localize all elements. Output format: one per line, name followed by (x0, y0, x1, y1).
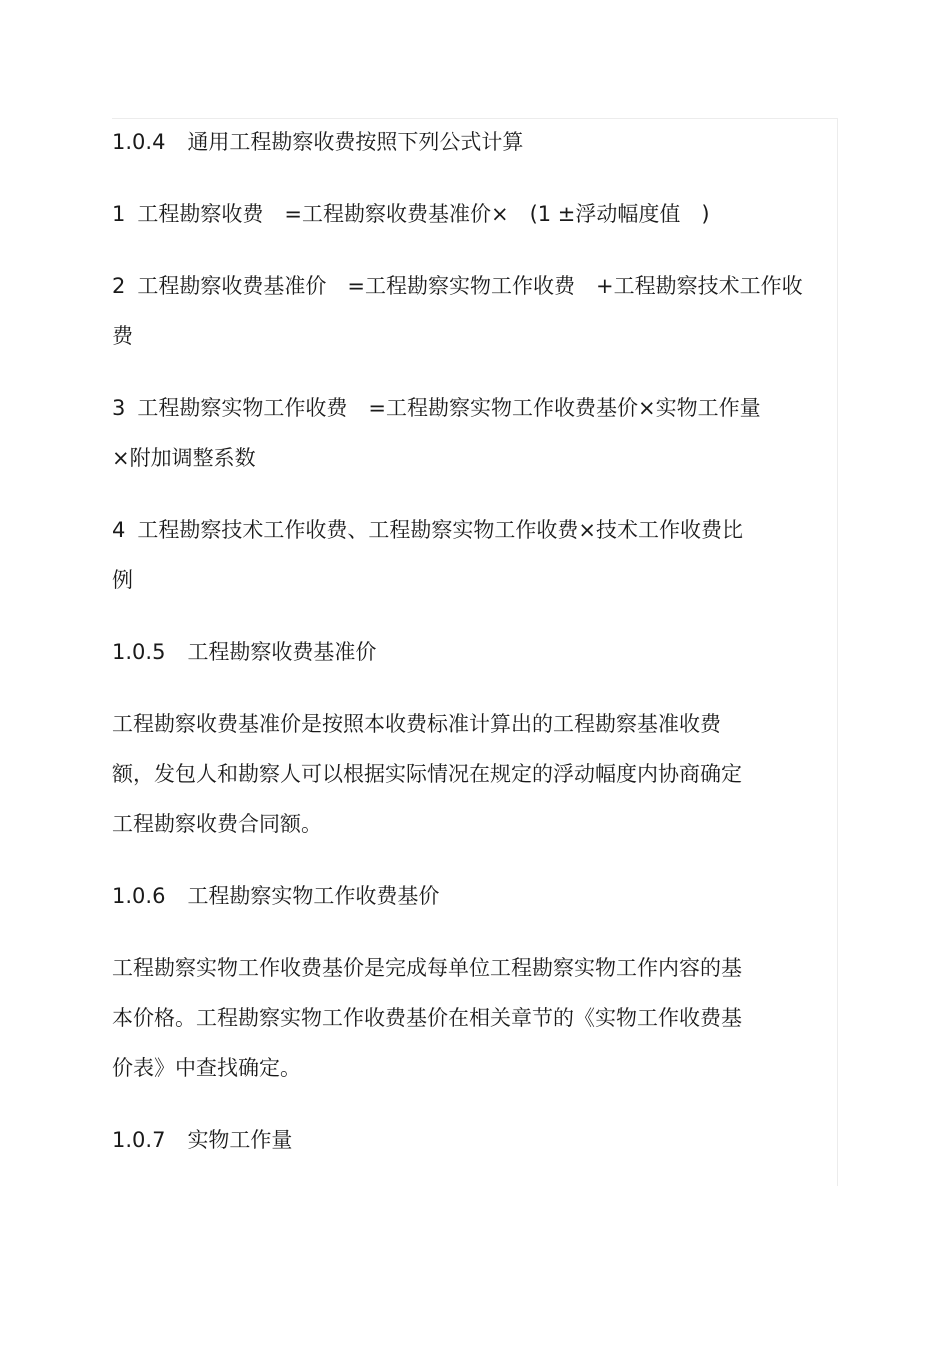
formula-text: 工程勘察实物工作收费 =工程勘察实物工作收费基价×实物工作量 (137, 396, 761, 420)
formula-number: 1 (112, 202, 126, 226)
formula-text: 工程勘察技术工作收费、工程勘察实物工作收费×技术工作收费比 (137, 518, 743, 542)
section-heading-1-0-6 (112, 871, 827, 921)
section-heading-1-0-4 (112, 117, 827, 167)
formula-number: 2 (112, 274, 126, 298)
section-title: 通用工程勘察收费按照下列公式计算 (187, 130, 524, 154)
page-frame-right-border (837, 118, 838, 1186)
document-content (112, 117, 827, 1165)
section-number: 1.0.4 (112, 130, 166, 154)
formula-2 (112, 261, 827, 311)
section-title: 工程勘察收费基准价 (187, 640, 377, 664)
formula-text: 工程勘察收费基准价 =工程勘察实物工作收费 +工程勘察技术工作收 (137, 274, 803, 298)
formula-3 (112, 383, 827, 433)
paragraph-line: 工程勘察收费基准价是按照本收费标准计算出的工程勘察基准收费 (112, 712, 721, 736)
paragraph-line: 价表》中查找确定。 (112, 1056, 301, 1080)
section-heading-1-0-7 (112, 1115, 827, 1165)
section-number: 1.0.6 (112, 884, 166, 908)
formula-1 (112, 189, 827, 239)
section-number: 1.0.7 (112, 1128, 166, 1152)
formula-4-continuation: 例 (112, 568, 133, 592)
formula-text: 工程勘察收费 =工程勘察收费基准价× (1 ±浮动幅度值 ) (137, 202, 710, 226)
paragraph-line: 本价格。工程勘察实物工作收费基价在相关章节的《实物工作收费基 (112, 1006, 742, 1030)
section-title: 工程勘察实物工作收费基价 (187, 884, 440, 908)
section-title: 实物工作量 (187, 1128, 293, 1152)
paragraph-line: 工程勘察实物工作收费基价是完成每单位工程勘察实物工作内容的基 (112, 956, 742, 980)
paragraph-line: 额，发包人和勘察人可以根据实际情况在规定的浮动幅度内协商确定 (112, 762, 742, 786)
formula-4 (112, 505, 827, 555)
formula-number: 3 (112, 396, 126, 420)
formula-2-continuation: 费 (112, 324, 133, 348)
section-number: 1.0.5 (112, 640, 166, 664)
formula-3-continuation: ×附加调整系数 (112, 446, 256, 470)
paragraph-line: 工程勘察收费合同额。 (112, 812, 322, 836)
formula-number: 4 (112, 518, 126, 542)
section-heading-1-0-5 (112, 627, 827, 677)
